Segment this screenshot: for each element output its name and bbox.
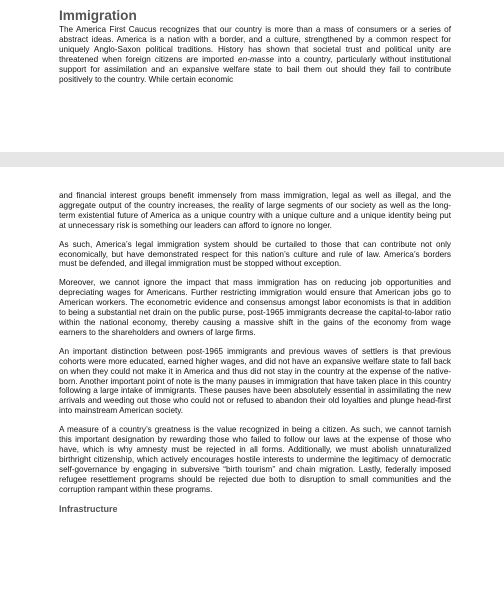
- paragraph-legal-immigration: As such, America’s legal immigration system should be curtailed to those that can contribute not only economically, but have demonstrated respect for this nation’s culture and rule of law. America’s borders must be defended, and illegal immigration must be stopped without exception.: [59, 239, 451, 269]
- page-separator: [0, 152, 504, 167]
- intro-text-part-1: The America First Caucus recognizes that our country is more than a mass of consumers or a series of abstract ideas. America is a nation with a border, and a culture, strengthened by a common respect for uniquely Anglo-Saxon political traditions. History has shown that societal trust and political unity are threatened when foreign citizens are imported: [59, 25, 451, 64]
- section-heading-infrastructure: Infrastructure: [59, 504, 118, 515]
- page-1-content: [59, 8, 451, 84]
- document-page-2: [0, 167, 504, 600]
- document-page-1: [0, 0, 504, 152]
- section-heading-immigration: Immigration: [59, 8, 137, 23]
- intro-italic-term: en-masse: [238, 54, 274, 64]
- intro-text-part-2: into a country, particularly without institutional support for assimilation and an expansive welfare state to bail them out should they fail to contribute positively to the country. While certain economic: [59, 54, 451, 84]
- continuation-paragraph: and financial interest groups benefit immensely from mass immigration, legal as well as illegal, and the aggregate output of the country increases, the reality of large segments of our society as well as the long-term existential future of America as a unique country with a unique culture and a unique identity being put at unnecessary risk is something our leaders can afford to ignore no longer.: [59, 191, 451, 230]
- page-2-content: [59, 191, 451, 514]
- paragraph-citizenship: A measure of a country’s greatness is the value recognized in being a citizen. As such, we cannot tarnish this important designation by rewarding those who failed to follow our laws at the expense of those who have, which is why amnesty must be rejected in all forms. Additionally, we must abolish unnaturalized birthright citizenship, which actively encourages hostile interests to undermine the legitimacy of democratic self-governance by engaging in subversive “birth tourism” and chain migration. Lastly, federally imposed refugee resettlement programs should be rejected due both to disruption to small communities and the corruption rampant within these programs.: [59, 425, 451, 494]
- paragraph-post-1965: An important distinction between post-1965 immigrants and previous waves of settlers is that previous cohorts were more educated, earned higher wages, and did not have an expansive welfare state to fall back on when they could not make it in America and thus did not stay in the country at the expense of the native-born. Another important point of note is the many pauses in immigration that have taken place in this country following a large intake of immigrants. These pauses have been absolutely essential in assimilating the new arrivals and weeding out those who could not or refused to abandon their old loyalties and plunge head-first into mainstream American society.: [59, 346, 451, 416]
- intro-paragraph: [59, 25, 451, 84]
- paragraph-jobs-wages: Moreover, we cannot ignore the impact that mass immigration has on reducing job opportunities and depreciating wages for Americans. Further restricting immigration would ensure that American jobs go to American workers. The econometric evidence and consensus amongst labor economists is that in addition to being a substantial net drain on the public purse, post-1965 immigrants decrease the capital-to-labor ratio within the national economy, thereby causing a massive shift in the gains of the economy from wage earners to the shareholders and owners of large firms.: [59, 278, 451, 337]
